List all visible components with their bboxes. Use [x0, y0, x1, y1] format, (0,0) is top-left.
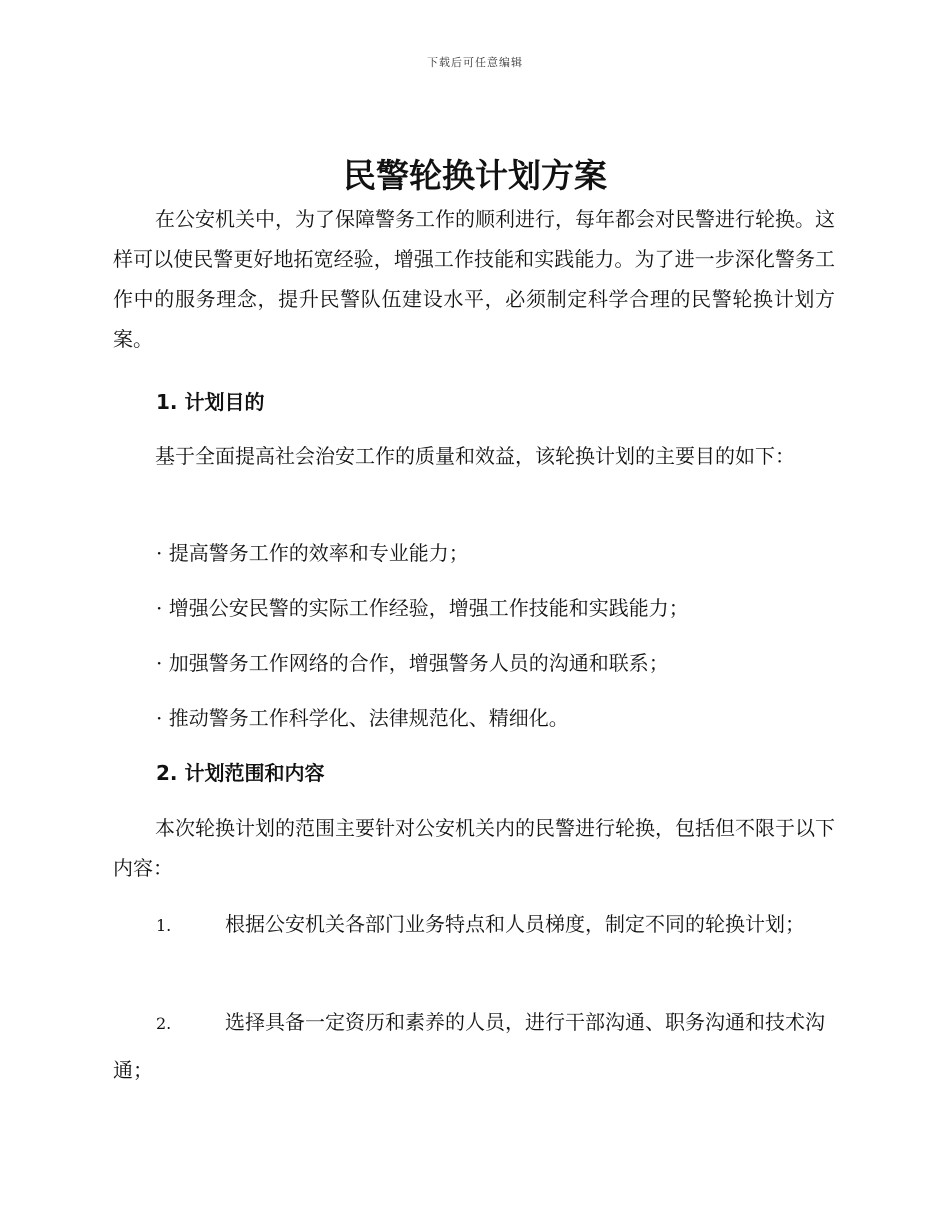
intro-paragraph: 在公安机关中，为了保障警务工作的顺利进行，每年都会对民警进行轮换。这样可以使民警更好地拓宽经验，增强工作技能和实践能力。为了进一步深化警务工作中的服务理念，提升民警队伍建设水平，必须制定科学合理的民警轮换计划方案。: [113, 207, 835, 351]
item-number: 1.: [156, 916, 172, 935]
item-text: 选择具备一定资历和素养的人员，进行干部沟通、职务沟通和技术沟通；: [113, 1010, 825, 1082]
document-title: 民警轮换计划方案: [343, 156, 607, 195]
bullet-item: · 提高警务工作的效率和专业能力；: [156, 541, 469, 565]
bullet-item: · 推动警务工作科学化、法律规范化、精细化。: [156, 706, 569, 730]
item-number: 2.: [156, 1014, 172, 1033]
header-note: 下载后可任意编辑: [427, 56, 523, 69]
numbered-item: [113, 901, 835, 949]
section2-paragraph: 本次轮换计划的范围主要针对公安机关内的民警进行轮换，包括但不限于以下内容：: [113, 816, 835, 880]
section1-heading: 1. 计划目的: [156, 390, 265, 414]
item-text: 根据公安机关各部门业务特点和人员梯度，制定不同的轮换计划；: [225, 912, 805, 936]
bullet-item: · 增强公安民警的实际工作经验，增强工作技能和实践能力；: [156, 596, 689, 620]
section2-heading: 2. 计划范围和内容: [156, 761, 325, 785]
section1-paragraph: 基于全面提高社会治安工作的质量和效益，该轮换计划的主要目的如下：: [155, 444, 795, 468]
bullet-item: · 加强警务工作网络的合作，增强警务人员的沟通和联系；: [156, 651, 669, 675]
numbered-item: [113, 999, 835, 1093]
